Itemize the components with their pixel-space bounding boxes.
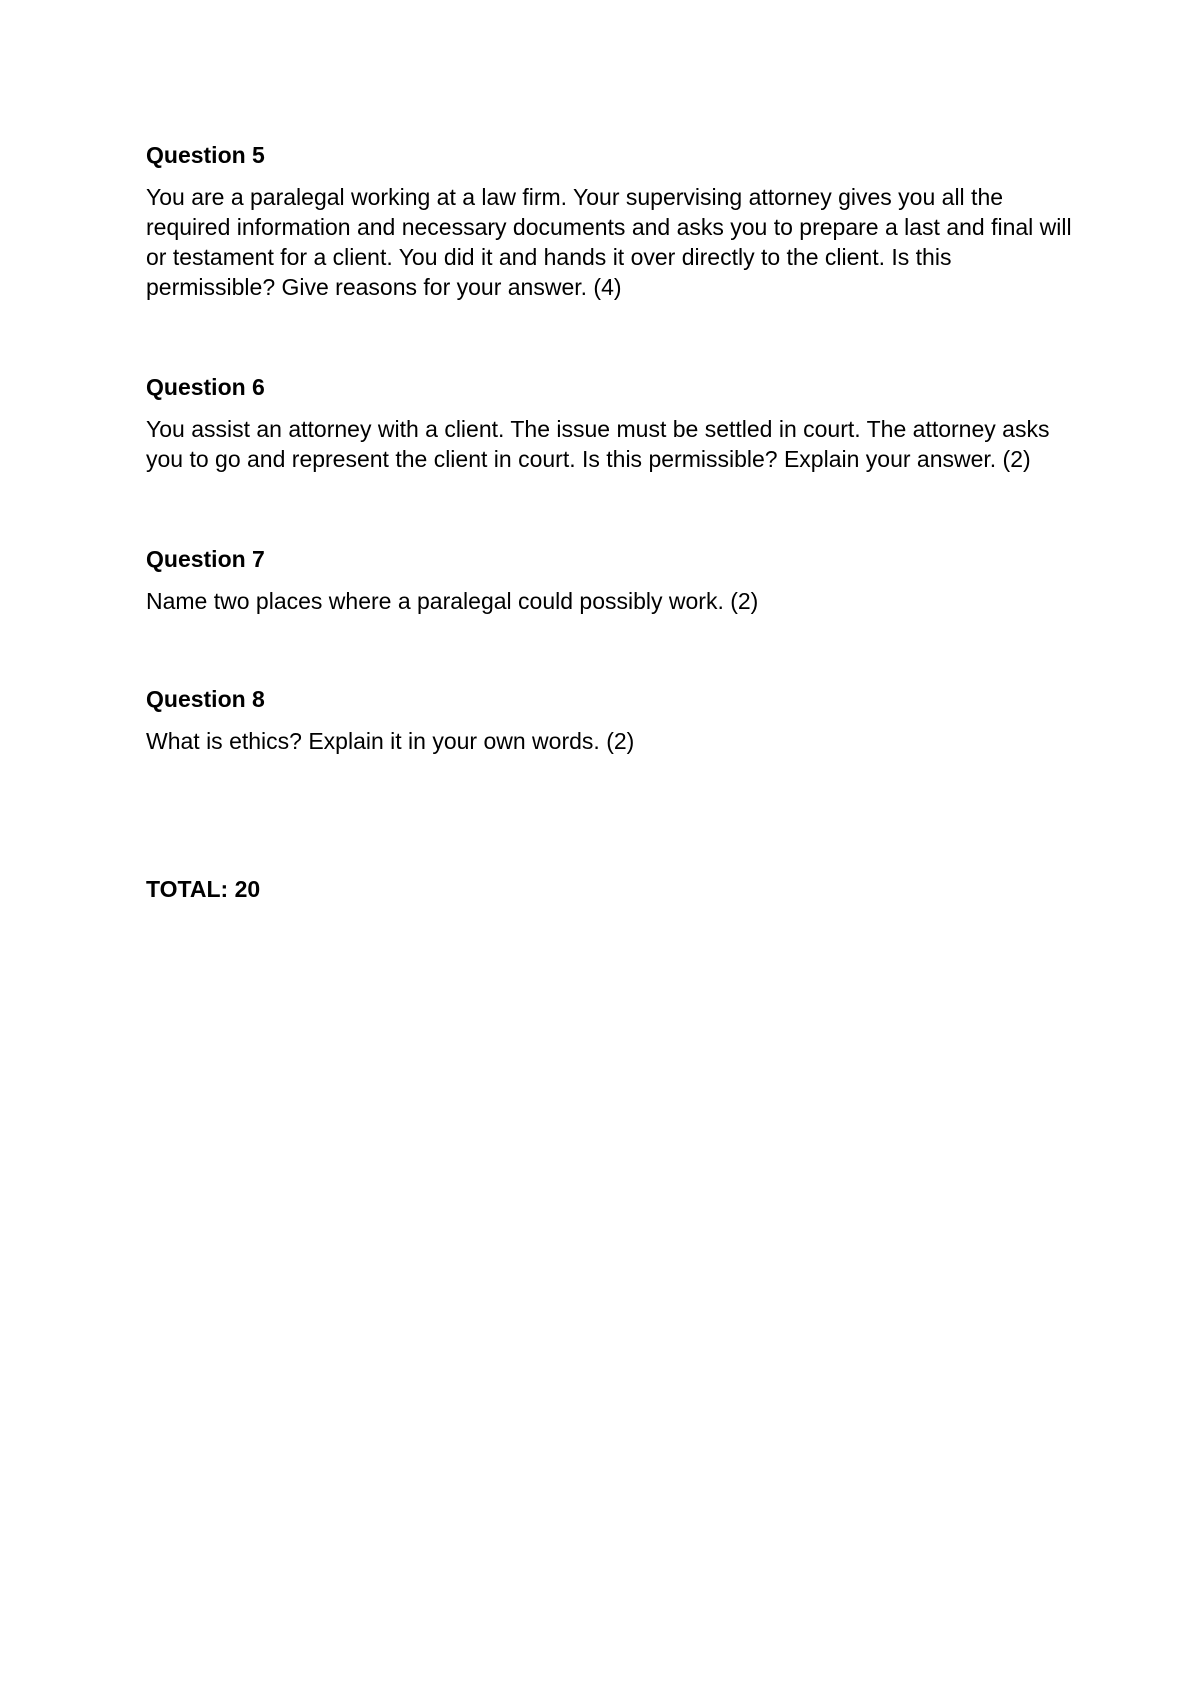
question-8 bbox=[146, 684, 1076, 756]
question-7-text: Name two places where a paralegal could possibly work. (2) bbox=[146, 588, 759, 614]
question-7-heading: Question 7 bbox=[146, 546, 265, 572]
question-8-heading: Question 8 bbox=[146, 686, 265, 712]
question-6-text: You assist an attorney with a client. The issue must be settled in court. The attorney asks you to go and represent the client in court. Is this permissible? Explain your answer. (2) bbox=[146, 416, 1050, 472]
question-8-text: What is ethics? Explain it in your own words. (2) bbox=[146, 728, 635, 754]
question-6-heading: Question 6 bbox=[146, 374, 265, 400]
question-5 bbox=[146, 140, 1076, 302]
question-6 bbox=[146, 372, 1076, 474]
question-7 bbox=[146, 544, 1076, 616]
question-5-heading: Question 5 bbox=[146, 142, 265, 168]
document-page bbox=[146, 140, 1076, 904]
total-marks: TOTAL: 20 bbox=[146, 876, 261, 902]
question-5-text: You are a paralegal working at a law firm. Your supervising attorney gives you all the required information and necessary documents and asks you to prepare a last and final will or testament for a client. You did it and hands it over directly to the client. Is this permissible? Give reasons for your answer. (4) bbox=[146, 184, 1072, 300]
